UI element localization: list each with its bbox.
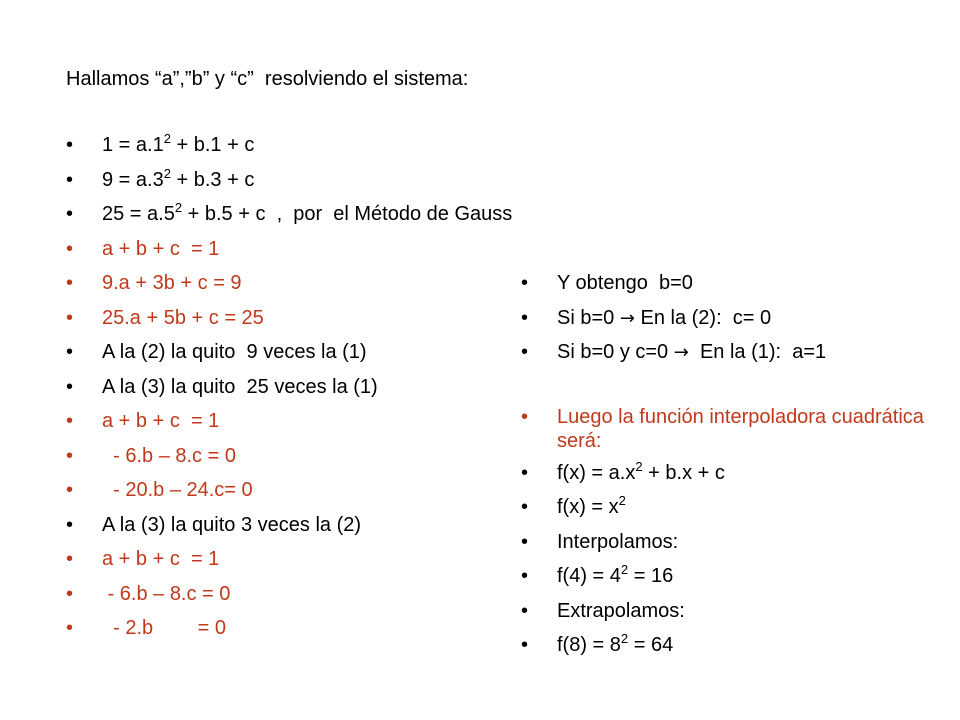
formula-text: Interpolamos: [557, 530, 679, 553]
equation-item [66, 237, 666, 272]
bullet-icon: • [521, 405, 529, 428]
equation-text: - 6.b – 8.c = 0 [102, 444, 236, 467]
formula-item [521, 495, 941, 530]
bullet-icon: • [66, 582, 74, 605]
exponent: 2 [635, 458, 643, 474]
arrow-right-icon: → [673, 342, 689, 363]
result-text: Si b=0 y c=0 [557, 341, 674, 363]
formula-text: f(x) = x [557, 496, 619, 518]
bullet-icon: • [66, 168, 74, 191]
bullet-icon: • [66, 513, 74, 536]
equation-text: 9.a + 3b + c = 9 [102, 272, 242, 294]
formula-item [521, 530, 941, 565]
bullet-icon: • [521, 496, 529, 518]
equation-text: a + b + c = 1 [102, 548, 220, 570]
formula-item [521, 458, 941, 496]
conclusion-item [521, 405, 941, 461]
formula-item [521, 599, 941, 634]
exponent: 2 [163, 131, 171, 146]
formula-text-rest: = 64 [628, 634, 674, 656]
result-item [521, 271, 941, 306]
equation-text: - 2.b = 0 [102, 617, 226, 639]
equation-text: 1 = a.1 [102, 134, 164, 156]
bullet-icon: • [66, 617, 74, 639]
bullet-icon: • [66, 444, 74, 467]
step-text: A la (3) la quito 3 veces la (2) [102, 513, 362, 536]
formula-item [521, 564, 941, 599]
bullet-icon: • [521, 461, 529, 484]
bullet-icon: • [66, 548, 74, 570]
result-text-rest: En la (1): a=1 [688, 341, 827, 363]
bullet-icon: • [66, 306, 74, 329]
equation-text-rest: + b.3 + c [170, 168, 255, 191]
result-text-rest: En la (2): c= 0 [634, 306, 772, 329]
bullet-icon: • [66, 479, 74, 501]
exponent: 2 [620, 562, 629, 577]
equation-item [66, 202, 666, 237]
bullet-icon: • [66, 203, 74, 225]
equation-text: - 20.b – 24.c= 0 [102, 479, 253, 501]
equation-text: 9 = a.3 [102, 168, 164, 191]
exponent: 2 [620, 631, 629, 646]
equation-item [66, 133, 666, 168]
equation-text: 25.a + 5b + c = 25 [102, 306, 264, 329]
slide-heading: Hallamos “a”,”b” y “c” resolviendo el sistema: [66, 68, 469, 90]
step-text: A la (2) la quito 9 veces la (1) [102, 341, 367, 363]
bullet-icon: • [66, 410, 74, 432]
equation-text: a + b + c = 1 [102, 410, 220, 432]
formula-text: f(8) = 8 [557, 634, 621, 656]
equation-text-rest: + b.1 + c [170, 134, 255, 156]
arrow-right-icon: → [619, 307, 635, 329]
result-text: Si b=0 [557, 306, 620, 329]
bullet-icon: • [521, 634, 529, 656]
equation-text-rest: + b.5 + c , por el Método de Gauss [182, 203, 513, 225]
bullet-icon: • [66, 272, 74, 294]
bullet-icon: • [521, 599, 529, 622]
result-item [521, 340, 941, 375]
exponent: 2 [163, 165, 171, 181]
exponent: 2 [618, 493, 626, 508]
bullet-icon: • [66, 341, 74, 363]
formula-text-rest: = 16 [628, 565, 674, 587]
bullet-icon: • [521, 565, 529, 587]
step-text: A la (3) la quito 25 veces la (1) [102, 375, 378, 398]
equation-text: 25 = a.5 [102, 203, 175, 225]
equation-text: a + b + c = 1 [102, 237, 220, 260]
result-text: Y obtengo b=0 [557, 272, 693, 294]
right-bullet-list [521, 271, 941, 668]
bullet-icon: • [521, 306, 529, 329]
equation-item [66, 165, 666, 203]
conclusion-text: Luego la función interpoladora cuadrática será: [557, 405, 924, 452]
result-item [521, 306, 941, 341]
equation-text: - 6.b – 8.c = 0 [102, 582, 231, 605]
formula-item [521, 633, 941, 668]
formula-text: f(x) = a.x [557, 461, 636, 484]
bullet-icon: • [521, 272, 529, 294]
formula-text: Extrapolamos: [557, 599, 685, 622]
bullet-icon: • [66, 375, 74, 398]
formula-text-rest: + b.x + c [642, 461, 725, 484]
bullet-icon: • [521, 341, 529, 363]
bullet-icon: • [521, 530, 529, 553]
exponent: 2 [174, 200, 183, 215]
formula-text: f(4) = 4 [557, 565, 621, 587]
bullet-icon: • [66, 237, 74, 260]
bullet-icon: • [66, 134, 74, 156]
